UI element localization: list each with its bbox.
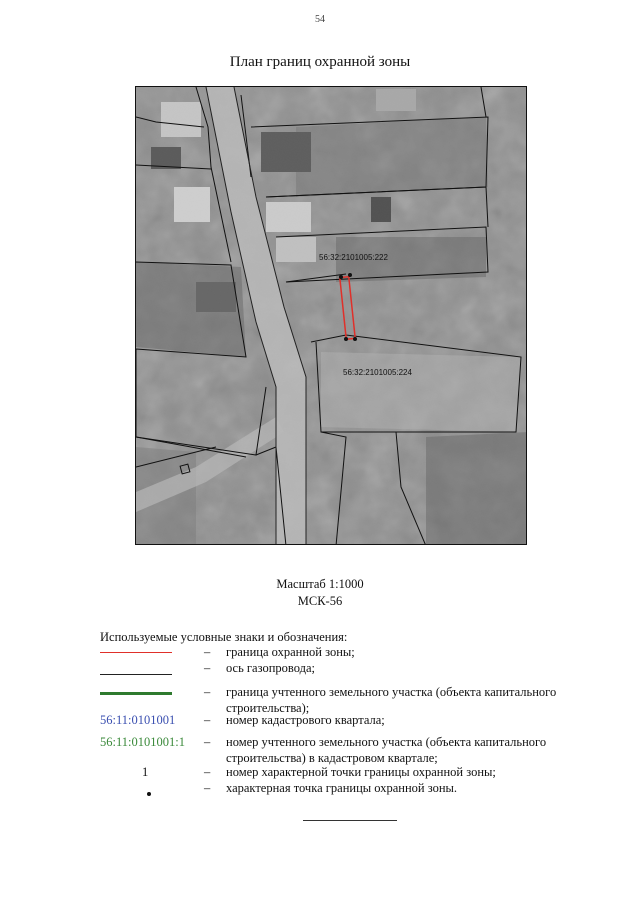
legend-dash: – (204, 765, 211, 779)
legend-dash: – (204, 685, 211, 699)
parcel-label-224: 56:32:2101005:224 (343, 368, 412, 377)
characteristic-point (339, 275, 343, 279)
legend-text: номер учтенного земельного участка (объекта капитального строительства) в кадастровом квартале; (226, 735, 547, 765)
legend-dash: – (204, 781, 211, 795)
legend-text: характерная точка границы охранной зоны. (226, 781, 458, 795)
legend-text: номер характерной точки границы охранной зоны; (226, 765, 496, 779)
legend-text: граница учтенного земельного участка (объекта капитального строительства); (226, 685, 557, 715)
legend-text: номер кадастрового квартала; (226, 713, 385, 727)
legend-dash: – (204, 645, 211, 659)
green-line-symbol (100, 692, 172, 695)
footer-rule (303, 820, 397, 821)
page-number: 54 (315, 14, 325, 25)
parcel-label-222: 56:32:2101005:222 (319, 253, 388, 262)
quarter-number-symbol: 56:11:0101001 (100, 713, 176, 727)
characteristic-point (344, 337, 348, 341)
red-line-symbol (100, 652, 172, 653)
aerial-map (135, 86, 527, 545)
page-title: План границ охранной зоны (229, 54, 411, 70)
black-line-symbol (100, 674, 172, 675)
scale-block (0, 576, 640, 610)
legend-dash: – (204, 735, 211, 749)
legend-dash: – (204, 661, 211, 675)
parcel-number-symbol: 56:11:0101001:1 (100, 735, 185, 749)
scale-text: Масштаб 1:1000 (276, 577, 364, 591)
grain-overlay (136, 87, 527, 545)
point-number-symbol: 1 (142, 765, 149, 779)
map-svg (136, 87, 527, 545)
legend-dash: – (204, 713, 211, 727)
characteristic-point (348, 273, 352, 277)
legend-heading: Используемые условные знаки и обозначения: (100, 630, 348, 644)
legend-text: ось газопровода; (226, 661, 316, 675)
point-dot-symbol (147, 792, 151, 796)
coordinate-system: МСК-56 (297, 594, 343, 608)
characteristic-point (353, 337, 357, 341)
legend-text: граница охранной зоны; (226, 645, 355, 659)
